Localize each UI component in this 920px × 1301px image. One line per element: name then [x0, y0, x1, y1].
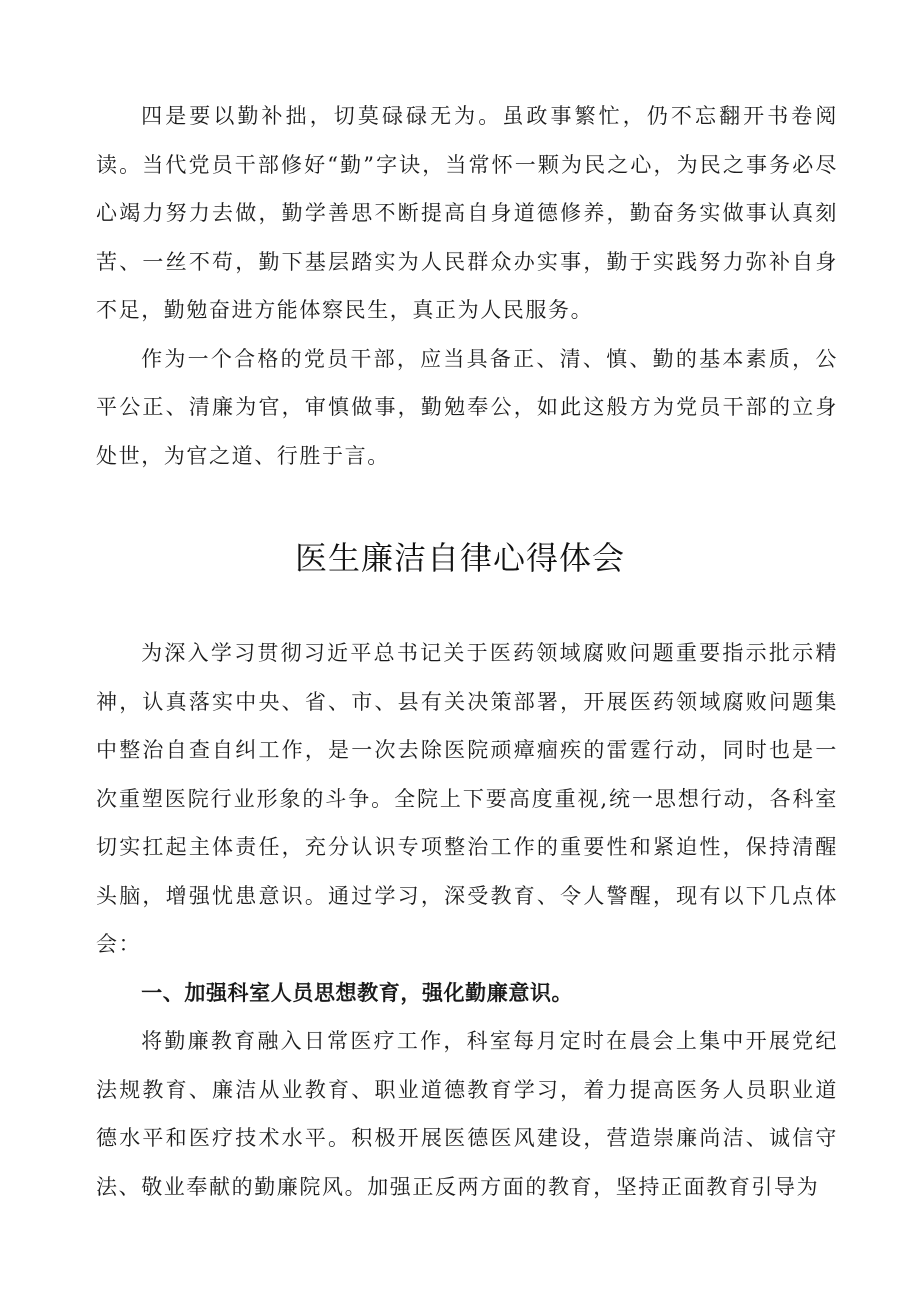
paragraph-intro: 为深入学习贯彻习近平总书记关于医药领域腐败问题重要指示批示精神，认真落实中央、省、市、县有关决策部署，开展医药领域腐败问题集中整治自查自纠工作，是一次去除医院顽瘴痼疾的雷霆行动，同时也是一次重塑医院行业形象的斗争。全院上下要高度重视,统一思想行动，各科室切实扛起主体责任，充分认识专项整治工作的重要性和紧迫性，保持清醒头脑，增强忧患意识。通过学习，深受教育、令人警醒，现有以下几点体会：: [96, 641, 838, 956]
paragraph-section-1: 将勤廉教育融入日常医疗工作，科室每月定时在晨会上集中开展党纪法规教育、廉洁从业教育、职业道德教育学习，着力提高医务人员职业道德水平和医疗技术水平。积极开展医德医风建设，营造崇廉尚洁、诚信守法、敬业奉献的勤廉院风。加强正反两方面的教育，坚持正面教育引导为: [96, 1029, 838, 1199]
paragraph-diligence: 四是要以勤补拙，切莫碌碌无为。虽政事繁忙，仍不忘翻开书卷阅读。当代党员干部修好“勤”字诀，当常怀一颗为民之心，为民之事务必尽心竭力努力去做，勤学善思不断提高自身道德修养，勤奋务实做事认真刻苦、一丝不苟，勤下基层踏实为人民群众办实事，勤于实践努力弥补自身不足，勤勉奋进方能体察民生，真正为人民服务。: [96, 104, 838, 322]
top-section: [96, 92, 838, 480]
paragraph-conclusion: 作为一个合格的党员干部，应当具备正、清、慎、勤的基本素质，公平公正、清廉为官，审慎做事，勤勉奉公，如此这般方为党员干部的立身处世，为官之道、行胜于言。: [96, 346, 838, 468]
section-heading-1: 一、加强科室人员思想教育，强化勤廉意识。: [141, 980, 574, 1005]
article-body: [96, 629, 838, 1211]
article-title: 医生廉洁自律心得体会: [294, 539, 625, 577]
